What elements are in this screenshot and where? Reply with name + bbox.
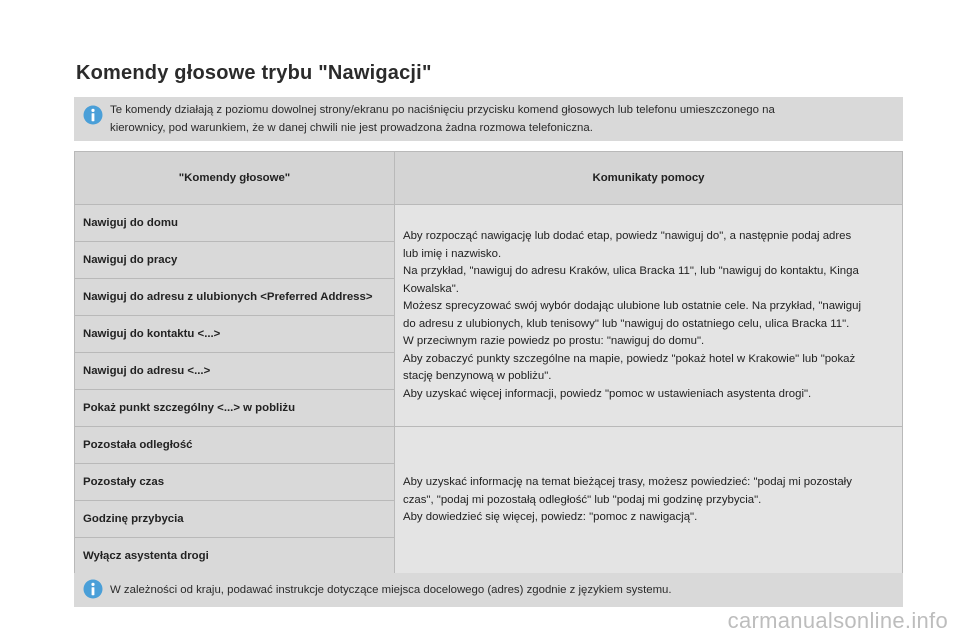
watermark: carmanualsonline.info: [727, 608, 948, 633]
command-cell: Nawiguj do domu: [75, 205, 395, 242]
command-cell: Wyłącz asystenta drogi: [75, 538, 395, 575]
help-line: Na przykład, "nawiguj do adresu Kraków, ulica Bracka 11", lub "nawiguj do kontaktu, Kinga: [403, 265, 859, 277]
help-line: W przeciwnym razie powiedz po prostu: "nawiguj do domu".: [403, 335, 705, 347]
command-cell: Nawiguj do kontaktu <...>: [75, 316, 395, 353]
help-line: Aby dowiedzieć się więcej, powiedz: "pomoc z nawigacją".: [403, 511, 698, 524]
help-line: czas", "podaj mi pozostałą odległość" lub "podaj mi godzinę przybycia".: [403, 493, 762, 506]
command-cell: Pokaż punkt szczególny <...> w pobliżu: [75, 390, 395, 427]
info-note-top: [74, 97, 903, 141]
header-voice-commands: "Komendy głosowe": [75, 152, 395, 205]
help-cell-route-info: [395, 427, 903, 575]
info-top-line-2: kierownicy, pod warunkiem, że w danej chwili nie jest prowadzona żadna rozmowa telefoniczna.: [110, 122, 593, 134]
info-top-line-1: Te komendy działają z poziomu dowolnej strony/ekranu po naciśnięciu przycisku komend głosowych lub telefonu umieszczonego na: [110, 104, 775, 116]
table-row: [75, 427, 903, 464]
table-row: [75, 205, 903, 242]
command-cell: Pozostała odległość: [75, 427, 395, 464]
command-cell: Pozostały czas: [75, 464, 395, 501]
page-title: Komendy głosowe trybu "Nawigacji": [76, 62, 432, 84]
info-note-bottom: [74, 573, 903, 607]
voice-commands-table: [74, 151, 903, 575]
info-icon: [83, 105, 103, 125]
help-cell-navigation: [395, 205, 903, 427]
header-help-messages: Komunikaty pomocy: [395, 152, 903, 205]
help-line: Aby zobaczyć punkty szczególne na mapie, powiedz "pokaż hotel w Krakowie" lub "pokaż: [403, 352, 856, 365]
command-cell: Godzinę przybycia: [75, 501, 395, 538]
help-line: lub imię i nazwisko.: [403, 247, 502, 260]
command-cell: Nawiguj do adresu <...>: [75, 353, 395, 390]
help-line: Aby uzyskać informację na temat bieżącej trasy, możesz powiedzieć: "podaj mi pozostały: [403, 476, 852, 489]
help-line: Aby rozpocząć nawigację lub dodać etap, powiedz "nawiguj do", a następnie podaj adres: [403, 230, 852, 242]
command-cell: Nawiguj do pracy: [75, 242, 395, 279]
help-line: stację benzynową w pobliżu".: [403, 370, 552, 382]
help-line: Kowalska".: [403, 282, 459, 295]
help-line: do adresu z ulubionych, klub tenisowy" lub "nawiguj do ostatniego celu, ulica Bracka 11".: [403, 317, 850, 330]
info-icon: [83, 579, 103, 599]
help-line: Aby uzyskać więcej informacji, powiedz "pomoc w ustawieniach asystenta drogi".: [403, 387, 812, 400]
info-bottom-text: W zależności od kraju, podawać instrukcje dotyczące miejsca docelowego (adres) zgodnie z językiem systemu.: [110, 584, 672, 596]
command-cell: Nawiguj do adresu z ulubionych <Preferred Address>: [75, 279, 395, 316]
help-line: Możesz sprecyzować swój wybór dodając ulubione lub ostatnie cele. Na przykład, "nawiguj: [403, 300, 862, 312]
